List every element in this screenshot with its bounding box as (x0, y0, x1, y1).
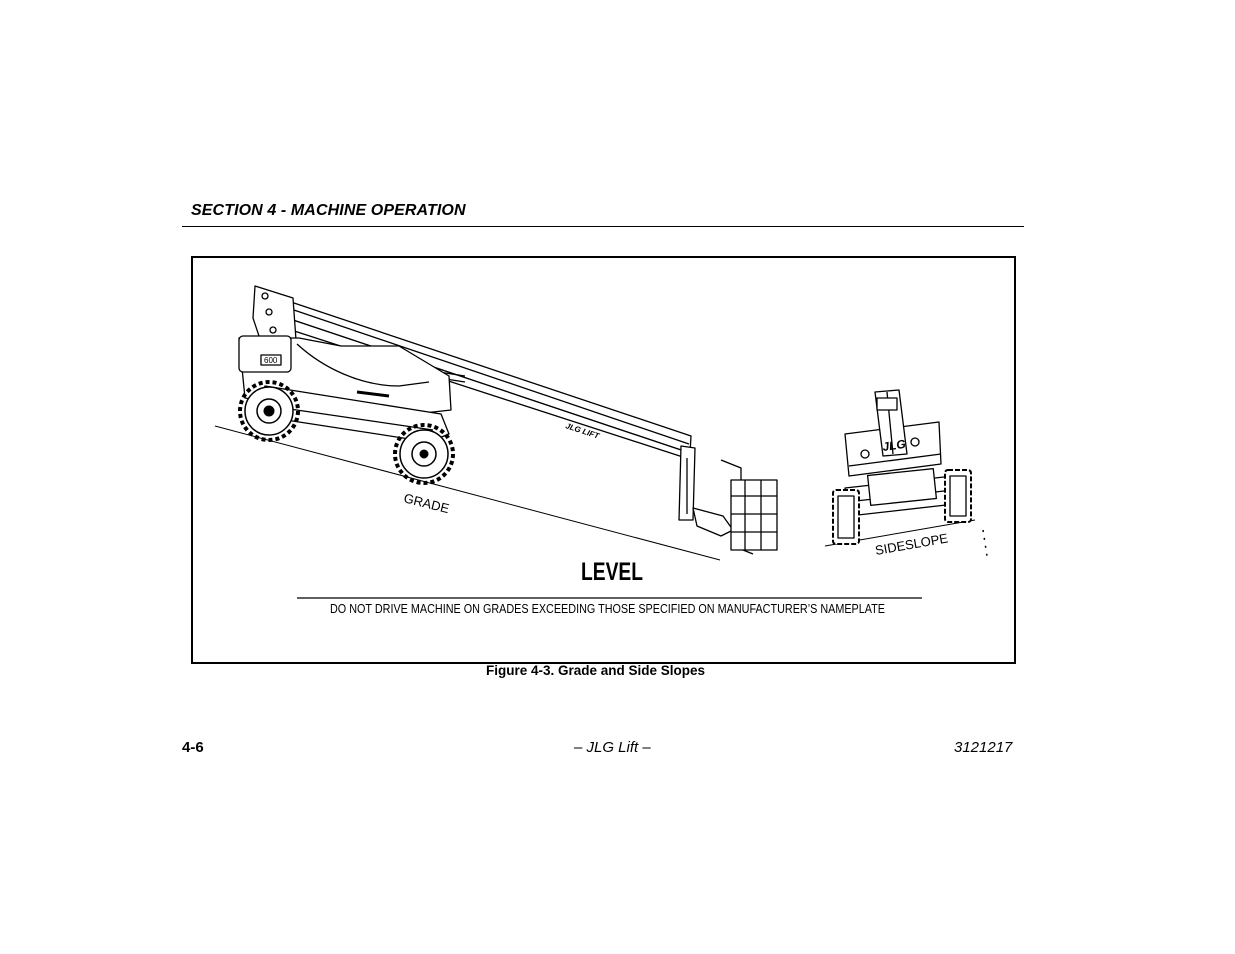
boom-decal: JLG LIFT (564, 421, 601, 441)
boom-lift-side-view (239, 286, 777, 554)
grade-ground-line (215, 426, 720, 560)
section-title: SECTION 4 - MACHINE OPERATION (191, 202, 466, 219)
grade-label: GRADE (402, 490, 451, 517)
sideslope-label: SIDESLOPE (873, 530, 950, 558)
boom-lift-rear-view (833, 390, 971, 544)
counterweight-decal: 600 (264, 356, 278, 365)
grade-and-slope-illustration (193, 258, 1014, 662)
sideslope-edge-mark (983, 530, 987, 556)
level-label: LEVEL (581, 558, 643, 586)
figure-caption: Figure 4-3. Grade and Side Slopes (486, 663, 706, 678)
chassis-decal: JLG (881, 436, 907, 454)
figure-frame (191, 256, 1016, 664)
grade-warning-text: DO NOT DRIVE MACHINE ON GRADES EXCEEDING THOSE SPECIFIED ON MANUFACTURER’S NAMEPLATE (330, 602, 885, 616)
document-number: 3121217 (954, 739, 1013, 756)
publisher-name: – JLG Lift – (574, 739, 651, 756)
header-rule (182, 226, 1024, 227)
page-number: 4-6 (182, 739, 204, 756)
